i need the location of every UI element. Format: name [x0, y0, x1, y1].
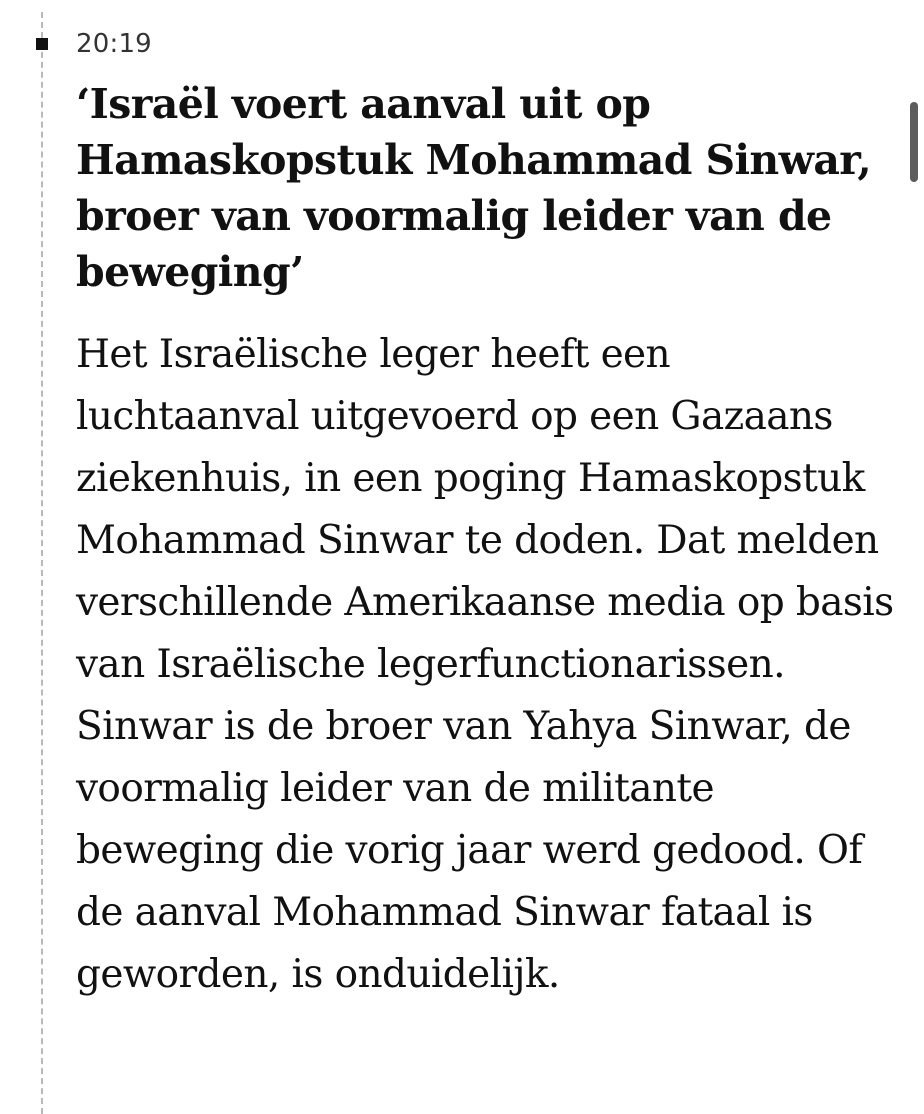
liveblog-post	[76, 26, 896, 1006]
post-headline: ‘Israël voert aanval uit op Hamaskopstuk Mohammad Sinwar, broer van voormalig leider van de beweging’	[76, 80, 871, 296]
timeline-dashed-line	[41, 12, 43, 1114]
post-body: Het Israëlische leger heeft een luchtaanval uitgevoerd op een Gazaans ziekenhuis, in een poging Hamaskopstuk Mohammad Sinwar te doden. Dat melden verschillende Amerikaanse media op basis van Israëlische legerfunctionarissen. Sinwar is de broer van Yahya Sinwar, de voormalig leider van de militante beweging die vorig jaar werd gedood. Of de aanval Mohammad Sinwar fataal is geworden, is onduidelijk.	[76, 332, 894, 997]
timeline-bullet-icon	[36, 38, 48, 50]
post-timestamp: 20:19	[76, 29, 152, 59]
scrollbar-thumb[interactable]	[910, 102, 918, 182]
